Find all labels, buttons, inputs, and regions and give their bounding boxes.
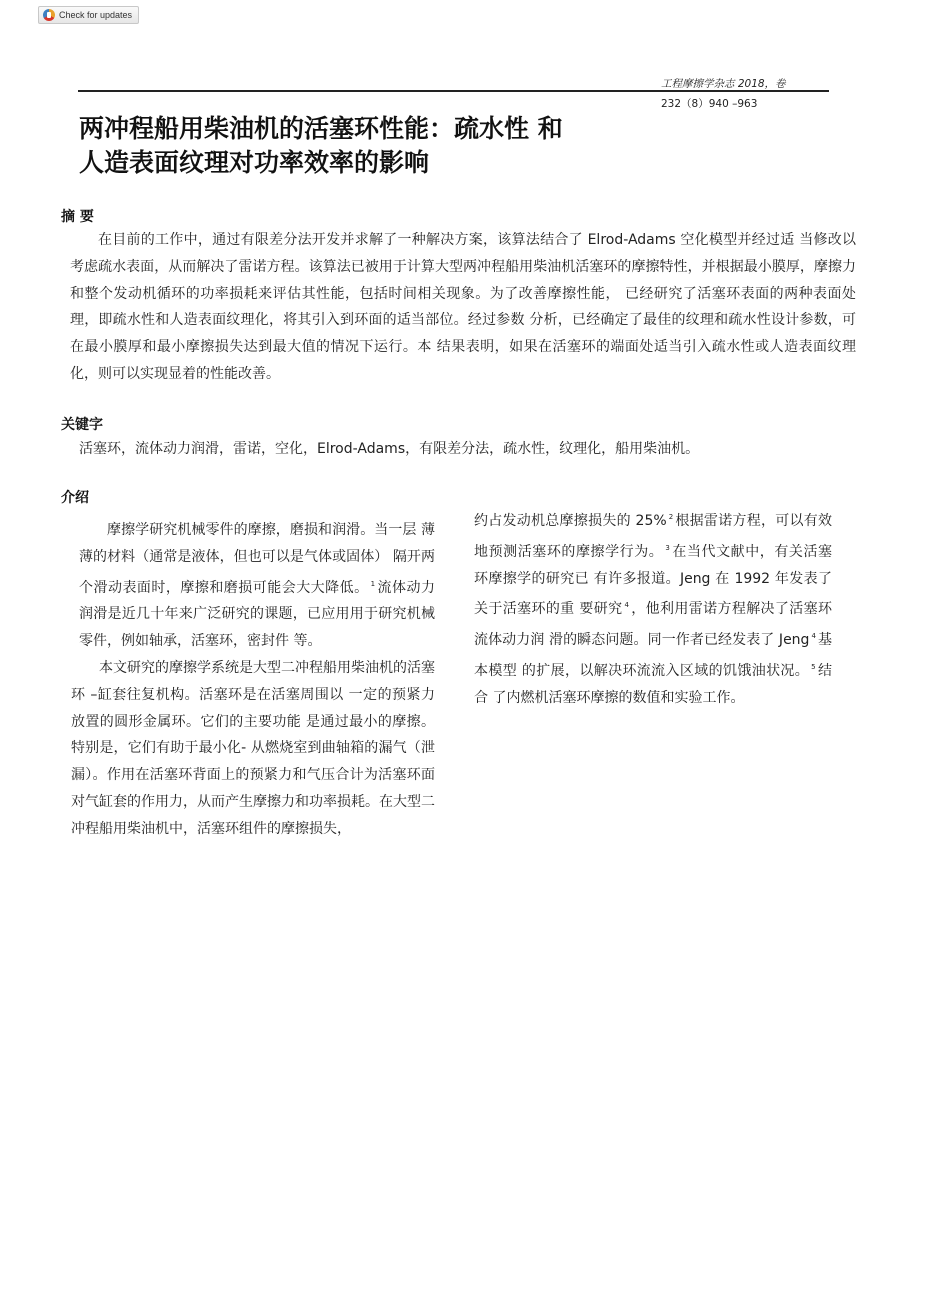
intro-paragraph-2: 本文研究的摩擦学系统是大型二冲程船用柴油机的活塞环 –缸套往复机构。活塞环是在活塞周围以 一定的预紧力放置的圆形金属环。它们的主要功能 是通过最小的摩擦。特别是，它们有助于最小化- 从燃烧室到曲轴箱的漏气（泄漏）。作用在活塞环背面上的预紧力和气压合计为活塞环面对气缸套的作用力，从而产生摩擦力和功率损耗。在大型二冲程船用柴油机中，活塞环组件的摩擦损失， bbox=[71, 659, 435, 837]
journal-name: 工程摩擦学杂志 2018，卷 bbox=[661, 78, 786, 90]
intro-p3-text-f: 结合 了内燃机活塞环摩擦的数值和实验工作。 bbox=[474, 662, 833, 706]
intro-paragraph-1 bbox=[79, 517, 435, 655]
citation-ref: 1 bbox=[370, 579, 376, 588]
citation-ref: 2 bbox=[668, 513, 674, 521]
article-title: 两冲程船用柴油机的活塞环性能：疏水性 和人造表面纹理对功率效率的影响 bbox=[79, 114, 563, 177]
intro-right-column bbox=[474, 504, 832, 712]
abstract-text: 在目前的工作中，通过有限差分法开发并求解了一种解决方案，该算法结合了 Elrod-Adams 空化模型并经过适 当修改以考虑疏水表面，从而解决了雷诺方程。该算法已被用于计算大型两冲程船用柴油机活塞环的摩擦特性，并根据最小膜厚，摩擦力和整个发动机循环的功率损耗来评估其性能，包括时间相关现象。为了改善摩擦性能， 已经研究了活塞环表面的两种表面处理，即疏水性和人造表面纹理化，将其引入到环面的适当部位。经过参数 分析，已经确定了最佳的纹理和疏水性设计参数，可在最小膜厚和最小摩擦损失达到最大值的情况下运行。本 结果表明，如果在活塞环的端面处适当引入疏水性或人造表面纹理化，则可以实现显着的性能改善。 bbox=[70, 232, 856, 382]
intro-p3-text-c: 在当代文献中，有关活塞环摩擦学的研究已 有许多报道。Jeng 在 1992 年发表了关于活塞环的重 要研究 bbox=[474, 543, 833, 618]
intro-p1-text-a: 摩擦学研究机械零件的摩擦，磨损和润滑。当一层 薄薄的材料（通常是液体，但也可以是气体或固体） 隔开两个滑动表面时，摩擦和磨损可能会大大降低。 bbox=[79, 522, 435, 596]
keywords-heading: 关键字 bbox=[61, 417, 103, 433]
intro-heading: 介绍 bbox=[61, 490, 89, 506]
header-rule bbox=[78, 90, 829, 92]
intro-p3-text-d: ，他利用雷诺方程解决了活塞环流体动力润 滑的瞬态问题。同一作者已经发表了 Jeng bbox=[474, 601, 833, 649]
journal-citation bbox=[661, 74, 831, 114]
intro-paragraph-3 bbox=[474, 504, 832, 712]
citation-ref: 3 bbox=[665, 543, 670, 552]
intro-p1-text-b: 流体动力润滑是近几十年来广泛研究的课题，已应用用于研究机械零件，例如轴承，活塞环，密封件 等。 bbox=[79, 579, 435, 650]
keywords-text: 活塞环，流体动力润滑，雷诺，空化，Elrod-Adams，有限差分法，疏水性，纹理化，船用柴油机。 bbox=[79, 441, 700, 457]
intro-left-column bbox=[71, 517, 435, 843]
citation-ref: 4 bbox=[811, 632, 816, 641]
intro-p3-text-a: 约占发动机总摩擦损失的 25% bbox=[474, 513, 667, 529]
journal-volume: 232（8）940 –963 bbox=[661, 98, 758, 110]
intro-p3-text-b: 根据雷诺方程，可以有效地预测活塞环的摩擦学行为。 bbox=[474, 513, 833, 560]
abstract-heading: 摘 要 bbox=[61, 209, 94, 225]
intro-p3-text-e: 基本模型 的扩展，以解决环流流入区域的饥饿油状况。 bbox=[474, 632, 832, 679]
citation-ref: 5 bbox=[811, 662, 816, 671]
crossmark-icon bbox=[43, 9, 55, 21]
citation-ref: 4 bbox=[624, 601, 629, 610]
check-for-updates-button[interactable] bbox=[38, 6, 139, 24]
check-for-updates-label: Check for updates bbox=[59, 10, 133, 20]
